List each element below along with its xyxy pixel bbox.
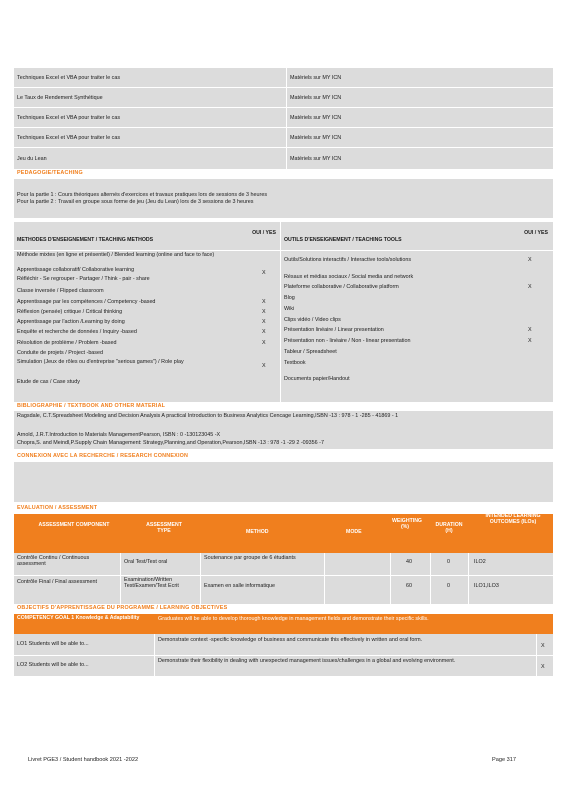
- footer-left: Livret PGE3 / Student handbook 2021 -2022: [28, 757, 139, 763]
- tool-item: Blog: [284, 295, 295, 301]
- method-item: Résolution de problème / Problem -based: [17, 340, 117, 346]
- row-component: Contrôle Continu / Continuous assessment: [17, 555, 90, 568]
- research-title: CONNEXION AVEC LA RECHERCHE / RESEARCH CONNEXION: [17, 453, 189, 459]
- objectives-header-row: [14, 614, 553, 634]
- resource-row-2-left: Le Taux de Rendement Synthétique: [17, 95, 103, 101]
- tool-item: Outils/Solutions interactifs / Interactive tools/solutions: [284, 257, 412, 263]
- objective-text: Demonstrate their flexibility in dealing with unexpected management issues/challenges in a global and evolving environment.: [158, 658, 456, 664]
- resource-row-5-right: Matériels sur MY ICN: [290, 156, 342, 162]
- header-method: METHOD: [246, 529, 269, 535]
- pedagogy-line-1: Pour la partie 1 : Cours théoriques alternés d'exercices et travaux pratiques lors de sessions de 3 heures: [17, 192, 268, 198]
- methods-yes-header: OUI / YES: [252, 230, 276, 236]
- competency-goal: COMPETENCY GOAL 1 Knowledge & Adaptability: [17, 615, 140, 621]
- footer-page-number: Page 317: [492, 757, 516, 763]
- objective-mark: X: [541, 664, 545, 670]
- method-item: Apprentissage par les compétences / Competency -based: [17, 299, 156, 305]
- methods-header: METHODES D'ENSEIGNEMENT / TEACHING METHODS: [17, 237, 154, 243]
- evaluation-header-row: [14, 514, 553, 553]
- row-outcomes: ILO2: [474, 559, 486, 565]
- objectives-table: [14, 614, 553, 676]
- bibliography-title: BIBLIOGRAPHIE / TEXTBOOK AND OTHER MATERIAL: [17, 403, 166, 409]
- header-outcomes: INTENDED LEARNING OUTCOMES (ILOs): [485, 513, 541, 525]
- objective-id: LO1 Students will be able to...: [17, 641, 89, 647]
- tool-item: Tableur / Spreadsheet: [284, 349, 337, 355]
- header-mode: MODE: [346, 529, 362, 535]
- row-component: Contrôle Final / Final assessment: [17, 579, 97, 585]
- research-box: [14, 462, 553, 502]
- row-type: Oral Test/Test oral: [124, 559, 168, 565]
- objectives-title: OBJECTIFS D'APPRENTISSAGE DU PROGRAMME / LEARNING OBJECTIVES: [17, 605, 228, 611]
- method-item: Conduite de projets / Project -based: [17, 350, 104, 356]
- method-item: Classe inversée / Flipped classroom: [17, 288, 104, 294]
- bibliography-box: [14, 411, 553, 449]
- header-weighting: WEIGHTING (%): [392, 518, 422, 530]
- method-item: Enquête et recherche de données / Inquiry -based: [17, 329, 137, 335]
- tool-item: Textbook: [284, 360, 306, 366]
- resource-row-4-left: Techniques Excel et VBA pour traiter le cas: [17, 135, 121, 141]
- objectives-body: [14, 634, 553, 676]
- bibliography-entry-2: Arnold, J.R.T.Introduction to Materials ManagementPearson, ISBN : 0 -130123045 -X: [17, 432, 221, 438]
- tool-mark: X: [528, 327, 532, 333]
- method-mark: X: [262, 319, 266, 325]
- method-mark: X: [262, 340, 266, 346]
- objective-mark: X: [541, 643, 545, 649]
- competency-description: Graduates will be able to develop thorough knowledge in management fields and demonstrate their specific skills.: [158, 616, 429, 622]
- evaluation-title: EVALUATION / ASSESSMENT: [17, 505, 98, 511]
- method-item: Etude de cas / Case study: [17, 379, 80, 385]
- resource-row-2-right: Matériels sur MY ICN: [290, 95, 342, 101]
- resources-table: [14, 68, 553, 169]
- pedagogy-box: [14, 179, 553, 218]
- method-item: Méthode mixtes (en ligne et présentiel) / Blended learning (online and face to face): [17, 252, 215, 258]
- header-component: ASSESSMENT COMPONENT: [38, 522, 110, 528]
- bibliography-entry-3: Chopra,S. and Meindl,P.Supply Chain Management: Strategy,Planning,and Operation,Pearson,ISBN -13 : 978 -1 -29 2 -09356 -7: [17, 440, 324, 446]
- row-duration: 0: [447, 559, 450, 565]
- method-item: Simulation (Jeux de rôles ou d'entreprise "serious games") / Role play: [17, 359, 184, 365]
- method-mark: X: [262, 329, 266, 335]
- pedagogy-line-2: Pour la partie 2 : Travail en groupe sous forme de jeu (Jeu du Lean) lors de 3 sessions de 3 heures: [17, 199, 254, 205]
- objective-id: LO2 Students will be able to...: [17, 662, 89, 668]
- bibliography-entry-1: Ragsdale, C.T.Spreadsheet Modeling and Decision Analysis A practical Introduction to Business Analytics Cencage Learning,ISBN -13 : 978 - 1 -285 - 41869 - 1: [17, 413, 399, 419]
- row-weighting: 60: [406, 583, 412, 589]
- method-item: Apprentissage par l'action /Learning by doing: [17, 319, 125, 325]
- tool-item: Résaux et médias sociaux / Social media and network: [284, 274, 414, 280]
- header-duration: DURATION (H): [435, 522, 463, 534]
- method-mark: X: [262, 270, 266, 276]
- method-item: Réfléchir - Se regrouper - Partager / Think - pair - share: [17, 276, 150, 282]
- tool-item: Présentation linéaire / Linear presentation: [284, 327, 384, 333]
- row-duration: 0: [447, 583, 450, 589]
- method-item: Réflexion (pensée) critique / Critical thinking: [17, 309, 123, 315]
- tool-item: Clips vidéo / Video clips: [284, 317, 341, 323]
- resource-row-4-right: Matériels sur MY ICN: [290, 135, 342, 141]
- tools-yes-header: OUI / YES: [524, 230, 548, 236]
- method-mark: X: [262, 299, 266, 305]
- evaluation-table: [14, 514, 553, 604]
- pedagogy-title: PEDAGOGIE/TEACHING: [17, 170, 83, 176]
- tool-item: Présentation non - linéaire / Non - linear presentation: [284, 338, 411, 344]
- method-mark: X: [262, 309, 266, 315]
- row-weighting: 40: [406, 559, 412, 565]
- method-item: Apprentissage collaboratif/ Collaborative learning: [17, 267, 135, 273]
- resource-row-3-left: Techniques Excel et VBA pour traiter le cas: [17, 115, 121, 121]
- row-outcomes: ILO1,ILO3: [474, 583, 499, 589]
- resource-row-1-left: Techniques Excel et VBA pour traiter le cas: [17, 75, 121, 81]
- row-method: Soutenance par groupe de 6 étudiants: [204, 555, 296, 561]
- tool-item: Wiki: [284, 306, 295, 312]
- tools-header: OUTILS D'ENSEIGNEMENT / TEACHING TOOLS: [284, 237, 402, 243]
- tool-mark: X: [528, 284, 532, 290]
- tool-item: Documents papier/Handout: [284, 376, 350, 382]
- header-type: ASSESSMENT TYPE: [146, 522, 182, 534]
- resource-row-5-left: Jeu du Lean: [17, 156, 47, 162]
- row-method: Examen en salle informatique: [204, 583, 276, 589]
- tool-item: Plateforme collaborative / Collaborative platform: [284, 284, 399, 290]
- objective-text: Demonstrate context -specific knowledge of business and communicate this effectively in written and oral form.: [158, 637, 423, 643]
- resource-row-3-right: Matériels sur MY ICN: [290, 115, 342, 121]
- evaluation-body: [14, 553, 553, 604]
- method-mark: X: [262, 363, 266, 369]
- row-type: Examination/Written Test/Examen/Test Ecrit: [124, 577, 179, 590]
- methods-table: [14, 222, 553, 402]
- tool-mark: X: [528, 257, 532, 263]
- resource-row-1-right: Matériels sur MY ICN: [290, 75, 342, 81]
- tool-mark: X: [528, 338, 532, 344]
